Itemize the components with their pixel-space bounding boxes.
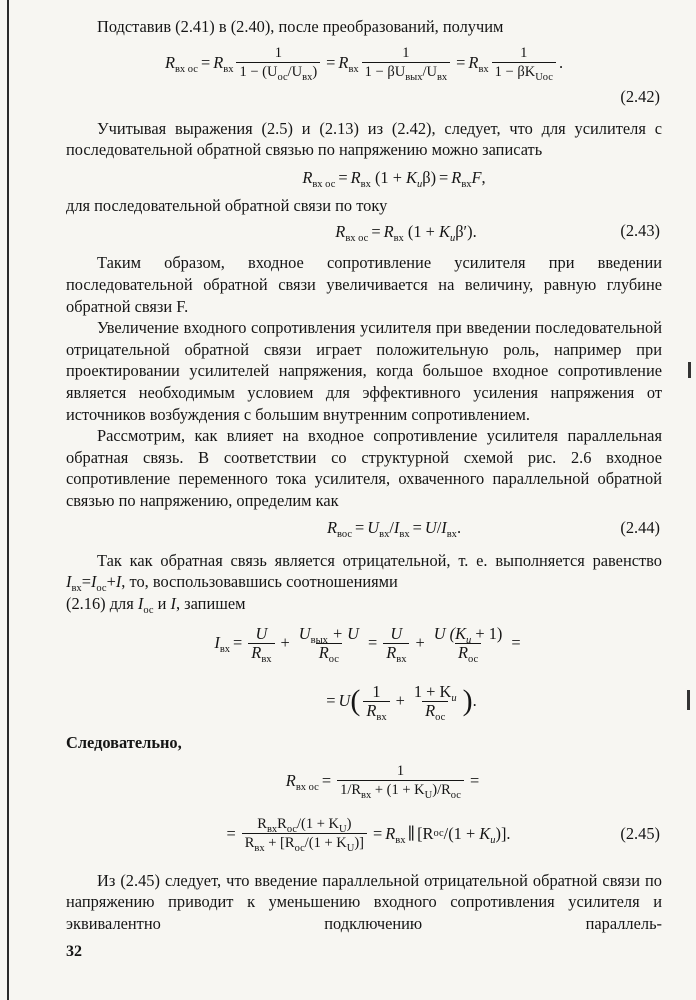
paragraph-intro: Подставив (2.41) в (2.40), после преобразований, получим — [97, 17, 504, 36]
paragraph-increase: Увеличение входного сопротивления усилителя при введении последовательной отрицательной обратной связи играет положительную роль, например при проектировании усилителей напряжения, когда большое входное сопротивление является необходимым условием для эффективного усиления напряжения от источников возбуждения с большим внутренним сопротивлением. — [66, 318, 662, 424]
equation-number: (2.44) — [620, 517, 660, 537]
consequently-label: Следовательно, — [66, 733, 182, 753]
equation-2-45: = $\frac{R_{вх}R_{ос}/(1 + K_U)}{R_{вх} + [R_{ос}/(1 + K_U)]}$ = $R_{вх}$ ∥ [R ос /(1 + $K_u$ )]. (2.45) — [226, 816, 660, 855]
paragraph-from: Из (2.45) следует, что введение параллельной отрицательной обратной связи по напряжению приводит к уменьшению входного сопротивления усилителя и эквивалентно подключению параллель- — [66, 870, 662, 934]
margin-mark — [688, 362, 691, 378]
paragraph-since: Так как обратная связь является отрицательной, т. е. выполняется равенство $I_{вх}=I_{ос}+I$, то, воспользовавшись соотношениями (2.16) для $I_{ос}$ и I, запишем — [66, 550, 662, 616]
paragraph-current: для последовательной обратной связи по току — [66, 195, 388, 215]
equation-input-current-cont: = U ( $\frac{1}{R_{вх}}$ + $\frac{1 + K_u}{R_{ос}}$ ) . — [326, 681, 477, 723]
equation-2-44: $R_{вос}$ = $U_{вх}$ / $I_{вх}$ = U / $I_{вх}$ . (2.44) — [326, 517, 660, 540]
paragraph-consider: Рассмотрим, как влияет на входное сопротивление усилителя параллельная обратная связь. В соответствии со структурной схемой рис. 2.6 входное сопротивление переменного тока усилителя, охваченного параллельной обратной связью по напряжению, определим как — [66, 426, 662, 510]
equation-number: (2.45) — [620, 824, 660, 844]
equation-2-43: $R_{вх ос}$ = $R_{вх}$ (1 + $K_u$ β′ ). (2.43) — [335, 221, 660, 244]
equation-2-42: $R_{вх ос}$ = $R_{вх}$ $\frac{1}{1 - (U_{ос}/U_{вх})}$ = $R_{вх}$ $\frac{1}{1 - \beta U_{вых}/U_{вх}}$ = $R_{вх}$ $\frac{1}{1 - \beta K_{Uос}}$ . — [164, 45, 564, 84]
page-number: 32 — [66, 943, 82, 960]
paragraph-series: Учитывая выражения (2.5) и (2.13) из (2.42), следует, что для усилителя с последовательной обратной связью по напряжению можно записать — [66, 118, 662, 160]
equation-voltage-feedback: $R_{вх ос}$ = $R_{вх}$ (1 + $K_u$ β ) = $R_{вх}$ F , — [302, 167, 486, 190]
page-content — [66, 16, 662, 935]
equation-number: (2.42) — [620, 86, 660, 106]
equation-input-current: $I_{вх}$ = $\frac{U}{R_{вх}}$ + $\frac{U_{вых} + U}{R_{ос}}$ = $\frac{U}{R_{вх}}$ + $\frac{U (K_u + 1)}{R_{ос}}$ = — [214, 623, 521, 665]
binding-edge — [7, 0, 9, 1000]
margin-mark — [687, 690, 690, 710]
paragraph-thus: Таким образом, входное сопротивление усилителя при введении последовательной обратной связи увеличивается на величину, равную глубине обратной связи F. — [66, 253, 662, 316]
equation-number-row — [66, 86, 662, 110]
equation-2-45a: $R_{вх ос}$ = $\frac{1}{1/R_{вх} + (1 + K_U)/R_{ос}}$ = — [285, 763, 480, 802]
equation-number: (2.43) — [620, 221, 660, 241]
